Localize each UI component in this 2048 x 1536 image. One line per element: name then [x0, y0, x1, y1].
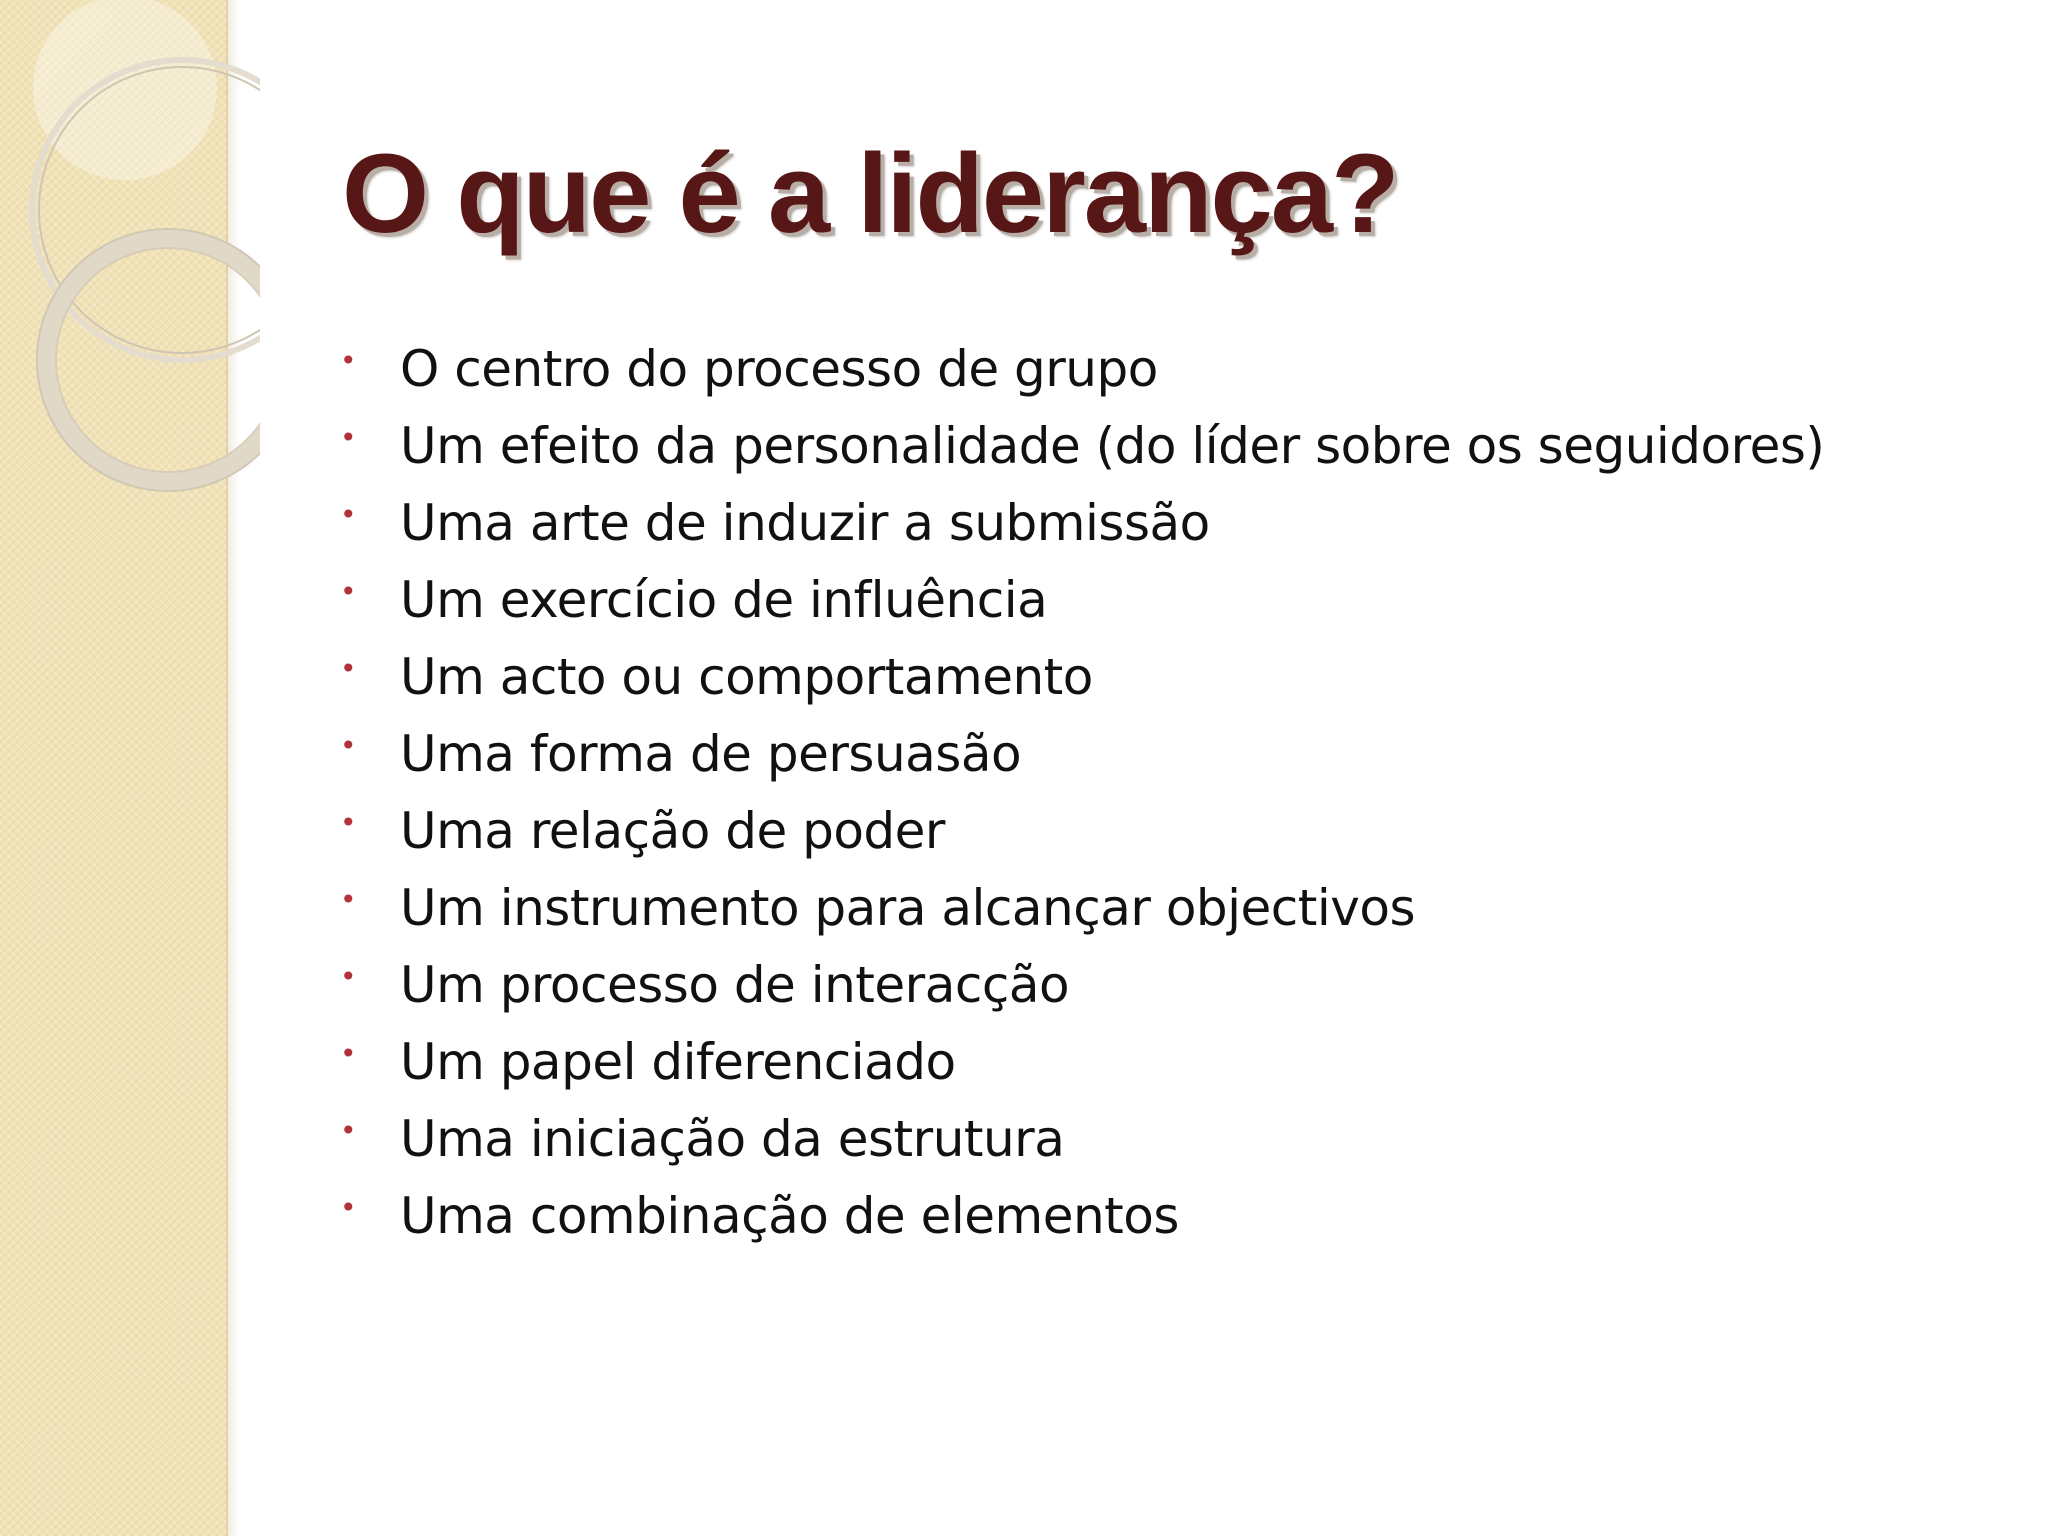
bullet-icon: •: [340, 728, 357, 762]
list-item: [340, 715, 1824, 792]
bullet-list: [340, 330, 1824, 1254]
bullet-icon: •: [340, 805, 357, 839]
bullet-icon: •: [340, 1036, 357, 1070]
list-item-text: Uma combinação de elementos: [400, 1186, 1179, 1245]
bullet-icon: •: [340, 1113, 357, 1147]
list-item: [340, 1100, 1824, 1177]
list-item: [340, 561, 1824, 638]
list-item-text: Um efeito da personalidade (do líder sobre os seguidores): [400, 416, 1825, 475]
list-item-text: Uma arte de induzir a submissão: [400, 493, 1210, 552]
list-item-text: Uma forma de persuasão: [400, 724, 1022, 783]
bullet-icon: •: [340, 651, 357, 685]
bullet-icon: •: [340, 959, 357, 993]
bullet-icon: •: [340, 420, 357, 454]
list-item-text: Um processo de interacção: [400, 955, 1070, 1014]
decorative-rings: [0, 0, 260, 520]
list-item-text: O centro do processo de grupo: [400, 339, 1158, 398]
list-item-text: Um papel diferenciado: [400, 1032, 956, 1091]
bullet-icon: •: [340, 574, 357, 608]
list-item-text: Um instrumento para alcançar objectivos: [400, 878, 1416, 937]
list-item: [340, 1177, 1824, 1254]
list-item: [340, 638, 1824, 715]
bullet-icon: •: [340, 343, 357, 377]
slide-title: O que é a liderança?: [342, 131, 1398, 256]
list-item-text: Um acto ou comportamento: [400, 647, 1093, 706]
list-item-text: Um exercício de influência: [400, 570, 1048, 629]
bullet-icon: •: [340, 1190, 357, 1224]
list-item-text: Uma iniciação da estrutura: [400, 1109, 1065, 1168]
bullet-icon: •: [340, 882, 357, 916]
list-item: [340, 946, 1824, 1023]
list-item: [340, 330, 1824, 407]
list-item-text: Uma relação de poder: [400, 801, 945, 860]
bullet-icon: •: [340, 497, 357, 531]
list-item: [340, 869, 1824, 946]
list-item: [340, 1023, 1824, 1100]
list-item: [340, 407, 1824, 484]
list-item: [340, 484, 1824, 561]
list-item: [340, 792, 1824, 869]
